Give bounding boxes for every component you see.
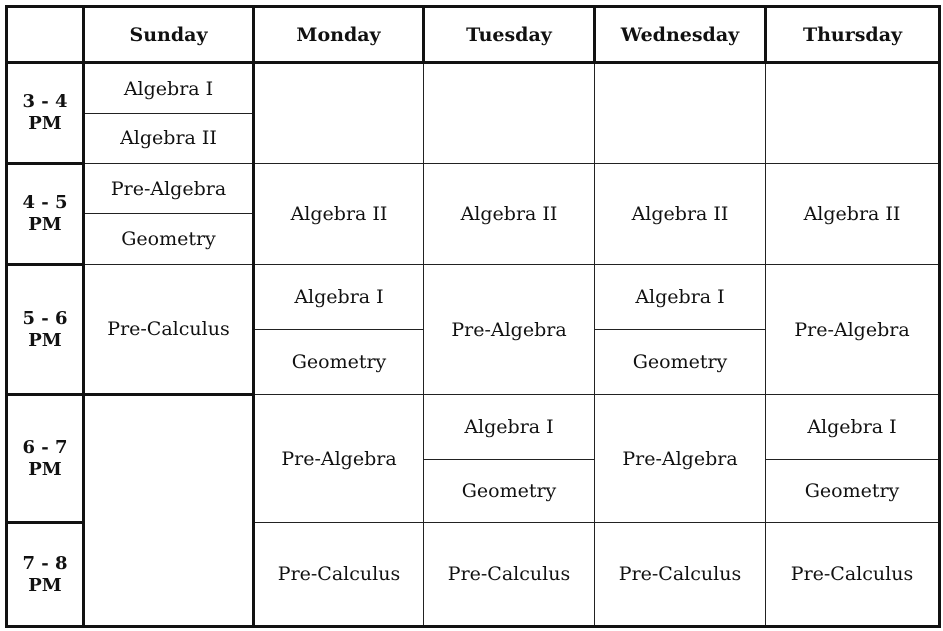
sunday-3pm-class-a: Algebra I bbox=[84, 63, 254, 113]
row-3-4pm-a bbox=[7, 63, 940, 113]
tuesday-6pm-class-b: Geometry bbox=[424, 459, 595, 522]
header-day-sunday: Sunday bbox=[84, 7, 254, 63]
time-label-6-7pm bbox=[7, 395, 84, 523]
sunday-3pm-class-b: Algebra II bbox=[84, 113, 254, 163]
time-range: 4 - 5 bbox=[22, 191, 68, 213]
monday-5pm-class-a: Algebra I bbox=[254, 264, 424, 329]
time-label-3-4pm bbox=[7, 63, 84, 164]
sunday-6pm-empty bbox=[84, 395, 254, 627]
wednesday-5pm-class-b: Geometry bbox=[595, 330, 766, 395]
monday-4pm-class: Algebra II bbox=[254, 163, 424, 264]
thursday-4pm-class: Algebra II bbox=[766, 163, 940, 264]
time-period: PM bbox=[28, 458, 62, 480]
header-row bbox=[7, 7, 940, 63]
tuesday-6pm-class-a: Algebra I bbox=[424, 395, 595, 459]
tutoring-schedule-table bbox=[5, 5, 941, 628]
time-label-5-6pm bbox=[7, 264, 84, 395]
wednesday-7pm-class: Pre-Calculus bbox=[595, 523, 766, 627]
wednesday-4pm-class: Algebra II bbox=[595, 163, 766, 264]
time-range: 7 - 8 bbox=[22, 552, 68, 574]
header-day-monday: Monday bbox=[254, 7, 424, 63]
sunday-4pm-class-a: Pre-Algebra bbox=[84, 163, 254, 213]
tuesday-3pm-empty bbox=[424, 63, 595, 164]
thursday-3pm-empty bbox=[766, 63, 940, 164]
wednesday-6pm-class: Pre-Algebra bbox=[595, 395, 766, 523]
wednesday-5pm-class-a: Algebra I bbox=[595, 264, 766, 329]
header-day-tuesday: Tuesday bbox=[424, 7, 595, 63]
sunday-4pm-class-b: Geometry bbox=[84, 214, 254, 264]
time-period: PM bbox=[28, 329, 62, 351]
time-range: 5 - 6 bbox=[22, 307, 68, 329]
row-5-6pm-a bbox=[7, 264, 940, 329]
header-day-wednesday: Wednesday bbox=[595, 7, 766, 63]
header-corner-cell bbox=[7, 7, 84, 63]
thursday-6pm-class-b: Geometry bbox=[766, 459, 940, 522]
time-period: PM bbox=[28, 213, 62, 235]
tuesday-4pm-class: Algebra II bbox=[424, 163, 595, 264]
monday-7pm-class: Pre-Calculus bbox=[254, 523, 424, 627]
time-period: PM bbox=[28, 113, 62, 135]
row-6-7pm-a bbox=[7, 395, 940, 459]
tuesday-5pm-class: Pre-Algebra bbox=[424, 264, 595, 395]
wednesday-3pm-empty bbox=[595, 63, 766, 164]
time-label-7-8pm bbox=[7, 523, 84, 627]
sunday-5pm-class: Pre-Calculus bbox=[84, 264, 254, 395]
tuesday-7pm-class: Pre-Calculus bbox=[424, 523, 595, 627]
time-range: 3 - 4 bbox=[22, 91, 68, 113]
header-day-thursday: Thursday bbox=[766, 7, 940, 63]
monday-6pm-class: Pre-Algebra bbox=[254, 395, 424, 523]
time-period: PM bbox=[28, 574, 62, 596]
time-range: 6 - 7 bbox=[22, 436, 68, 458]
thursday-6pm-class-a: Algebra I bbox=[766, 395, 940, 459]
thursday-7pm-class: Pre-Calculus bbox=[766, 523, 940, 627]
monday-5pm-class-b: Geometry bbox=[254, 330, 424, 395]
row-4-5pm-a bbox=[7, 163, 940, 213]
thursday-5pm-class: Pre-Algebra bbox=[766, 264, 940, 395]
time-label-4-5pm bbox=[7, 163, 84, 264]
monday-3pm-empty bbox=[254, 63, 424, 164]
